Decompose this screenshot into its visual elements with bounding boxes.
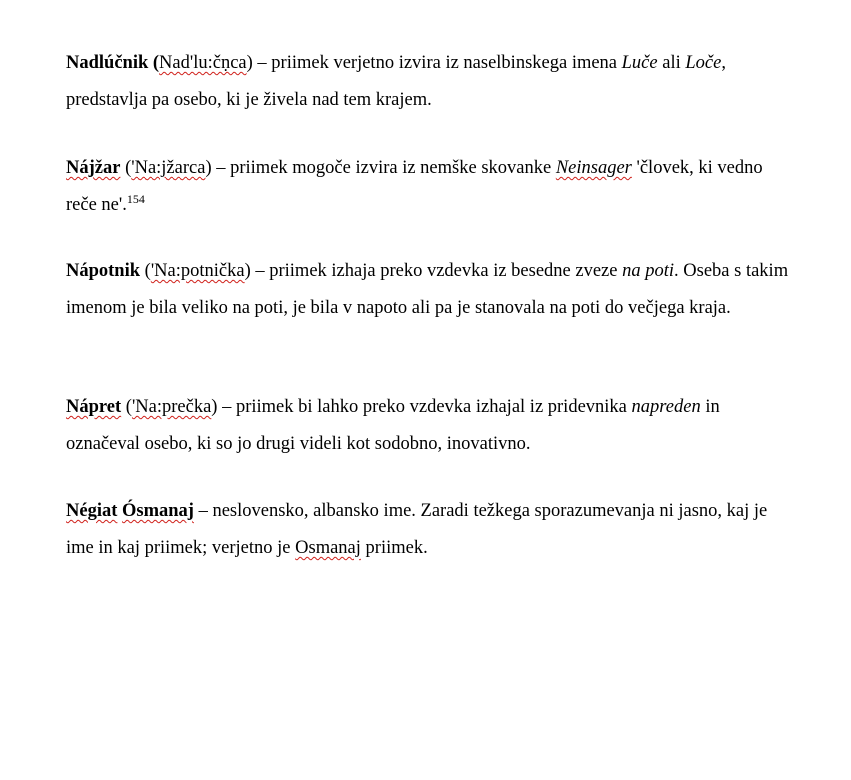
- italic-term: napreden: [631, 397, 701, 417]
- entry-najzar: [66, 150, 796, 224]
- definition-text: ali: [657, 53, 686, 73]
- entry-napotnik: [66, 253, 796, 327]
- pronunciation: 'Na:jžarca: [131, 158, 206, 178]
- headword: Nadlúčnik (: [66, 53, 160, 73]
- pronunciation: Nad'lu:čṇca: [159, 53, 247, 73]
- definition-text: priimek.: [360, 538, 428, 558]
- definition-text: ) – priimek mogoče izvira iz nemške skovanke: [205, 158, 556, 178]
- open-paren: (: [120, 158, 132, 178]
- footnote-marker[interactable]: 154: [126, 192, 145, 206]
- surname: Osmanaj: [295, 538, 361, 558]
- italic-term: Loče: [685, 53, 722, 73]
- headword: Nápotnik: [66, 261, 141, 281]
- open-paren: (: [140, 261, 151, 281]
- definition-text: in označeval osebo, ki so jo drugi videli kot sodobno, inovativno.: [66, 397, 720, 454]
- definition-text: ) – priimek bi lahko preko vzdevka izhajal iz pridevnika: [211, 397, 632, 417]
- italic-term: Luče: [621, 53, 658, 73]
- headword: Ósmanaj: [122, 501, 194, 521]
- close-paren: ): [246, 53, 253, 73]
- definition-text: . Oseba s takim imenom je bila veliko na poti, je bila v napoto ali pa je stanovala na poti do večjega kraja.: [66, 261, 789, 318]
- definition-text: – priimek verjetno izvira iz naselbinskega imena: [252, 53, 622, 73]
- entry-negiat-osmanaj: [66, 493, 796, 567]
- headword: Négiat: [66, 501, 118, 521]
- definition-text: ) – priimek izhaja preko vzdevka iz besedne zveze: [244, 261, 623, 281]
- pronunciation: 'Na:potnička: [150, 261, 245, 281]
- pronunciation: 'Na:prečka: [131, 397, 212, 417]
- definition-text: , predstavlja pa osebo, ki je živela nad tem krajem.: [66, 53, 726, 110]
- definition-text: – neslovensko, albansko ime. Zaradi težkega sporazumevanja ni jasno, kaj je ime in kaj priimek; verjetno je: [66, 501, 768, 558]
- italic-term: na poti: [622, 261, 675, 281]
- headword: Nápret: [66, 397, 122, 417]
- headword: Nájžar: [66, 158, 121, 178]
- entry-nadlucnik: [66, 45, 796, 119]
- entry-napret: [66, 389, 796, 463]
- open-paren: (: [121, 397, 132, 417]
- definition-text: 'človek, ki vedno reče ne'.: [66, 158, 763, 215]
- italic-term: Neinsager: [555, 158, 632, 178]
